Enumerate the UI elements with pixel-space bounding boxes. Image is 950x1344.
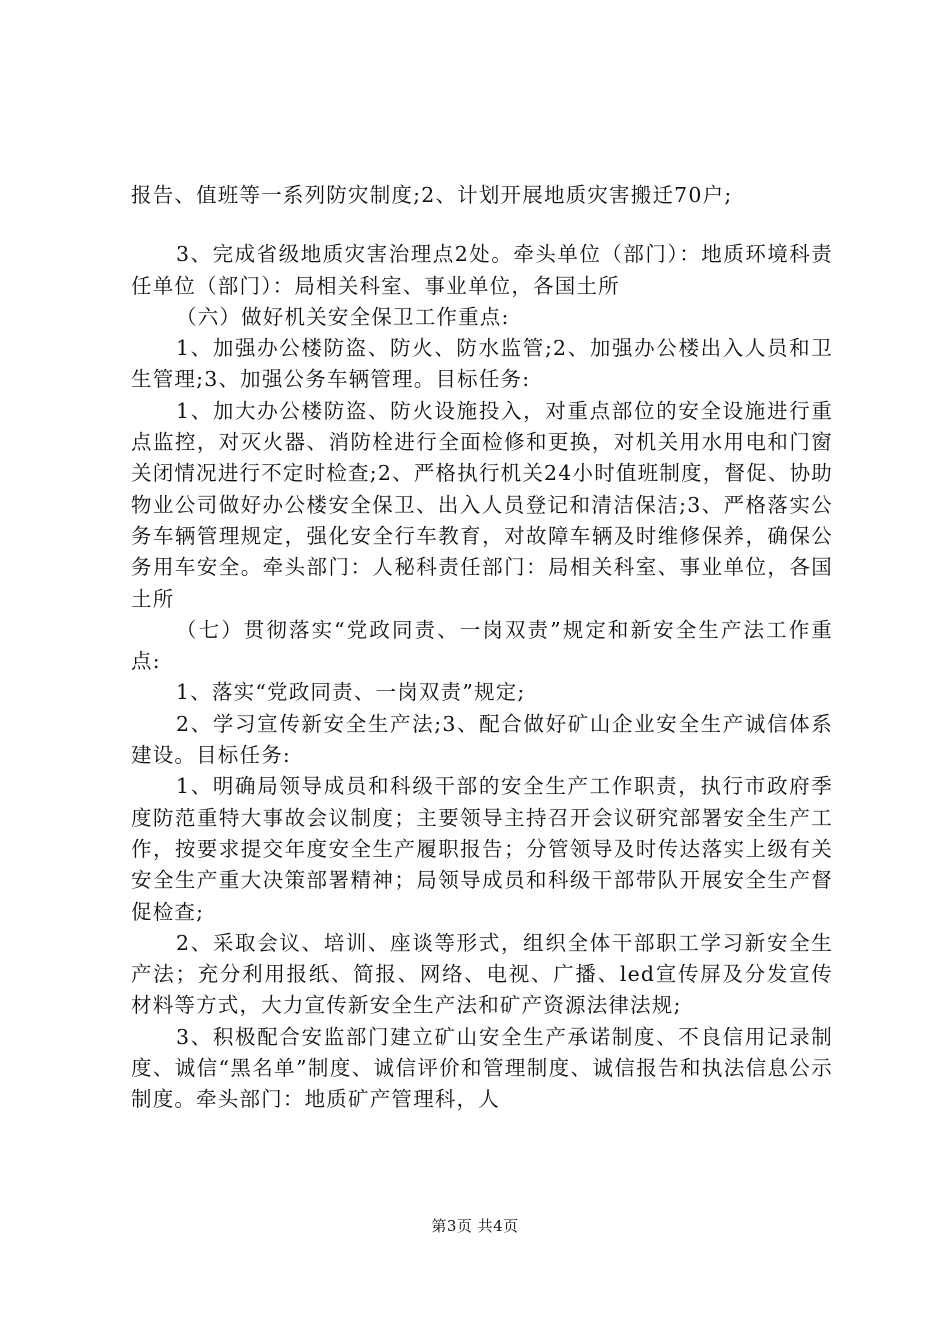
paragraph: 3、积极配合安监部门建立矿山安全生产承诺制度、不良信用记录制度、诚信“黑名单”制度、诚信评价和管理制度、诚信报告和执法信息公示制度。牵头部门：地质矿产管理科，人	[131, 1024, 833, 1112]
section-heading: （六）做好机关安全保卫工作重点:	[176, 304, 510, 329]
paragraph: 报告、值班等一系列防灾制度;2、计划开展地质灾害搬迁70户;	[131, 183, 733, 207]
paragraph: 2、采取会议、培训、座谈等形式，组织全体干部职工学习新安全生产法；充分利用报纸、简报、网络、电视、广播、led宣传屏及分发宣传材料等方式，大力宣传新安全生产法和矿产资源法律法规;	[131, 930, 833, 1018]
document-body	[131, 180, 833, 1116]
paragraph: 1、明确局领导成员和科级干部的安全生产工作职责，执行市政府季度防范重特大事故会议制度；主要领导主持召开会议研究部署安全生产工作，按要求提交年度安全生产履职报告；分管领导及时传达落实上级有关安全生产重大决策部署精神；局领导成员和科级干部带队开展安全生产督促检查;	[131, 774, 833, 924]
paragraph: 1、加大办公楼防盗、防火设施投入，对重点部位的安全设施进行重点监控，对灭火器、消防栓进行全面检修和更换，对机关用水用电和门窗关闭情况进行不定时检查;2、严格执行机关24小时值班制度，督促、协助物业公司做好办公楼安全保卫、出入人员登记和清洁保洁;3、严格落实公务车辆管理规定，强化安全行车教育，对故障车辆及时维修保养，确保公务用车安全。牵头部门：人秘科责任部门：局相关科室、事业单位，各国土所	[131, 398, 833, 611]
section-heading: （七）贯彻落实“党政同责、一岗双责”规定和新安全生产法工作重点:	[131, 617, 833, 674]
paragraph: 1、落实“党政同责、一岗双责”规定;	[176, 680, 526, 705]
page-number-footer: 第3页 共4页	[431, 1217, 519, 1235]
paragraph: 3、完成省级地质灾害治理点2处。牵头单位（部门）：地质环境科责任单位（部门）：局相关科室、事业单位，各国土所	[131, 242, 833, 298]
paragraph: 1、加强办公楼防盗、防火、防水监管;2、加强办公楼出入人员和卫生管理;3、加强公务车辆管理。目标任务:	[131, 336, 833, 392]
paragraph: 2、学习宣传新安全生产法;3、配合做好矿山企业安全生产诚信体系建设。目标任务:	[131, 711, 833, 768]
